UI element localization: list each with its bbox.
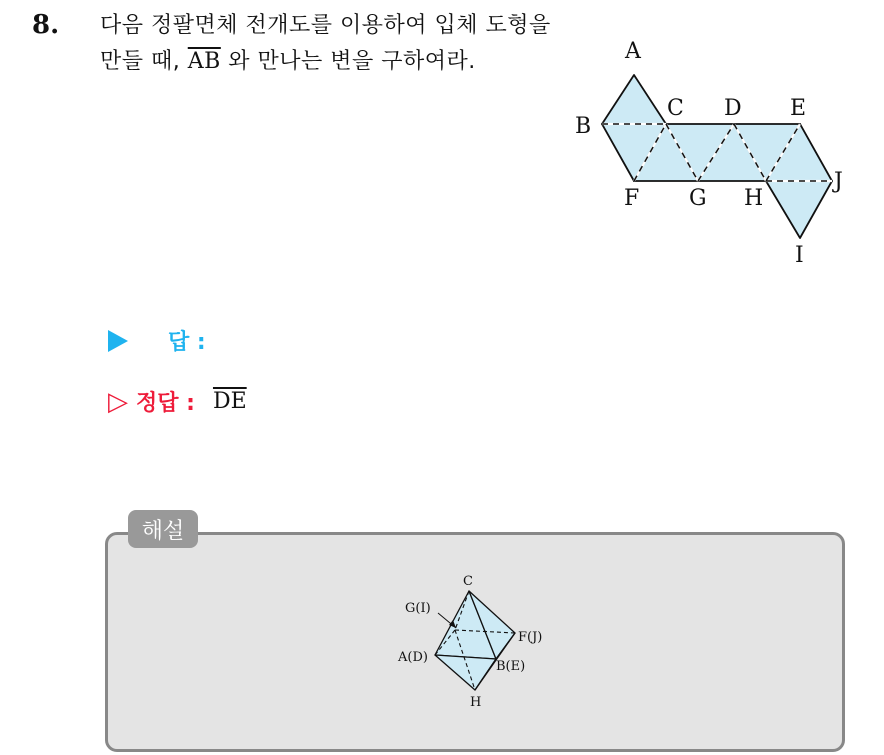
outline-arrow-icon: ▷	[108, 386, 128, 417]
segment-ab: $\overline{AB}$	[187, 49, 221, 74]
oct-label-h: H	[470, 695, 482, 710]
question-text	[100, 8, 570, 80]
correct-answer-label: 정답 :	[136, 391, 195, 416]
answer-label: 답 :	[168, 330, 206, 355]
net-label-j: J	[834, 169, 843, 194]
solution-tag: 해설	[128, 510, 198, 548]
oct-label-c: C	[463, 574, 473, 589]
play-arrow-icon	[108, 330, 128, 352]
correct-answer-value: $\overline{DE}$	[212, 389, 247, 414]
answer-row	[108, 325, 206, 356]
net-label-a: A	[625, 39, 641, 64]
question-text-after: 와 만나는 변을 구하여라.	[220, 49, 476, 74]
correct-answer-row	[108, 386, 247, 417]
net-label-h: H	[744, 186, 764, 211]
oct-label-be: B(E)	[496, 659, 526, 674]
net-label-f: F	[624, 186, 640, 211]
net-label-c: C	[667, 96, 684, 121]
oct-label-ad: A(D)	[398, 650, 428, 665]
net-label-e: E	[790, 96, 807, 121]
face-hji	[766, 181, 832, 238]
net-label-g: G	[689, 186, 707, 211]
question-text-before: 다음 정팔면체 전개도를 이용하여 입체 도형을 만들 때,	[100, 13, 551, 74]
net-label-i: I	[795, 243, 804, 268]
octahedron-net-figure	[560, 30, 860, 270]
face-abc	[602, 75, 666, 124]
question-number: 8.	[32, 10, 60, 40]
oct-label-gi: G(I)	[405, 601, 431, 616]
oct-label-fj: F(J)	[518, 630, 543, 645]
octahedron-solid-figure	[390, 568, 550, 718]
net-label-d: D	[724, 96, 742, 121]
net-label-b: B	[575, 114, 592, 139]
